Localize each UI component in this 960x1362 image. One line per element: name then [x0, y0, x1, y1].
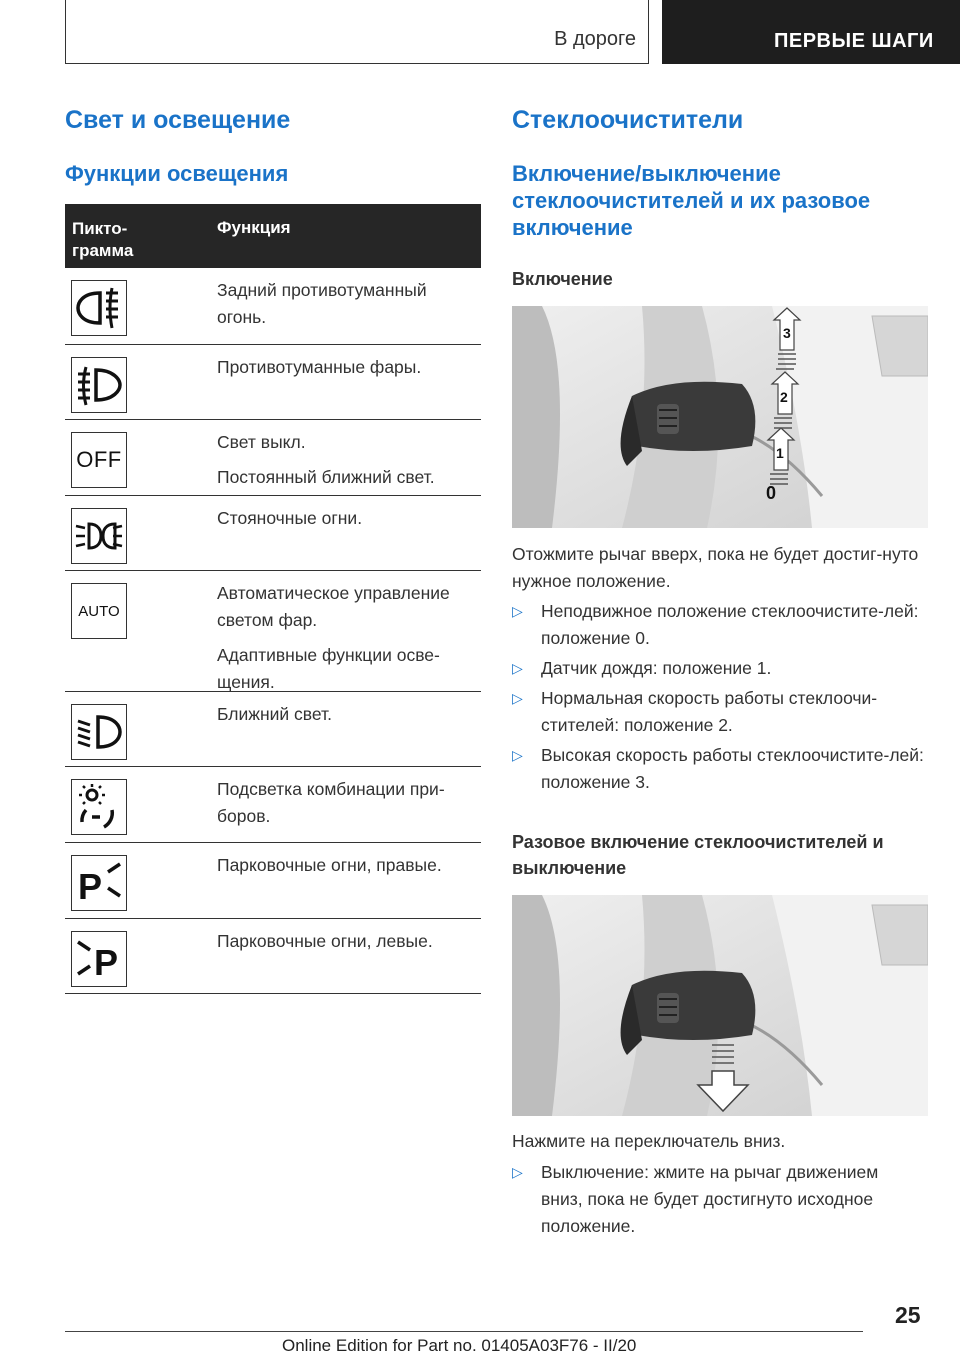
position-label-2: 2	[780, 389, 788, 405]
bullet-triangle-icon: ▷	[512, 603, 523, 619]
row-desc-line: Противотуманные фары.	[217, 357, 422, 377]
edition-note: Online Edition for Part no. 01405A03F76 - II/20	[282, 1336, 637, 1355]
auto-icon	[71, 583, 127, 639]
rear-fog-light-icon	[71, 280, 127, 336]
header-function: Функция	[217, 218, 291, 237]
row-desc-line: Стояночные огни.	[217, 508, 363, 528]
wiper-lever-down-illustration	[512, 895, 928, 1116]
bullet-text: Выключение: жмите на рычаг движением вниз, пока не будет достигнуто исходное положение.	[541, 1162, 879, 1236]
auto-icon-text: AUTO	[78, 602, 120, 620]
press-switch-down-paragraph: Нажмите на переключатель вниз.	[512, 1131, 786, 1151]
row-desc-line: Подсветка комбинации при-боров.	[217, 779, 445, 826]
low-beam-icon	[71, 704, 127, 760]
table-row	[65, 571, 481, 692]
lighting-table	[65, 204, 481, 994]
page-number: 25	[895, 1302, 921, 1328]
parking-light-left-icon	[71, 931, 127, 987]
position-label-1: 1	[776, 445, 784, 461]
row-desc-line: Ближний свет.	[217, 704, 332, 724]
bullet-text: Неподвижное положение стеклоочистите-лей: положение 0.	[541, 601, 919, 648]
off-icon	[71, 432, 127, 488]
parking-lights-icon	[71, 508, 127, 564]
bullet-text: Нормальная скорость работы стеклоочи-стителей: положение 2.	[541, 688, 878, 735]
row-desc-line: Задний противотуманный огонь.	[217, 280, 427, 327]
table-row	[65, 692, 481, 767]
push-lever-up-paragraph: Отожмите рычаг вверх, пока не будет достиг-нуто нужное положение.	[512, 544, 919, 591]
table-row	[65, 843, 481, 919]
section-single-wipe: Разовое включение стеклоочистителей и выключение	[512, 832, 884, 878]
header-chapter-tab	[662, 0, 960, 64]
parking-right-letter: P	[78, 866, 103, 907]
row-desc-line: Адаптивные функции осве-щения.	[217, 645, 440, 692]
bullet-triangle-icon: ▷	[512, 1164, 523, 1180]
list-item	[512, 742, 932, 796]
list-item	[512, 598, 932, 652]
row-desc-line: Автоматическое управление светом фар.	[217, 583, 450, 630]
bullet-triangle-icon: ▷	[512, 660, 523, 676]
row-desc-line: Постоянный ближний свет.	[217, 467, 435, 487]
bullet-text: Датчик дождя: положение 1.	[541, 658, 772, 678]
bullet-triangle-icon: ▷	[512, 690, 523, 706]
position-label-0: 0	[766, 483, 777, 503]
list-item	[512, 685, 932, 739]
section-switch-on: Включение	[512, 269, 613, 289]
list-item	[512, 1159, 932, 1240]
wiper-lever-up-illustration	[512, 306, 928, 528]
header-frame	[65, 0, 649, 64]
header-section: В дороге	[554, 28, 636, 50]
bullet-triangle-icon: ▷	[512, 747, 523, 763]
list-item	[512, 655, 932, 682]
bullet-text: Высокая скорость работы стеклоочистите-лей: положение 3.	[541, 745, 924, 792]
off-icon-text: OFF	[76, 447, 122, 472]
wipers-subtitle: Включение/выключение стеклоочистителей и их разовое включение	[512, 161, 871, 240]
row-desc-line: Свет выкл.	[217, 432, 306, 452]
table-header	[65, 204, 481, 268]
parking-light-right-icon	[71, 855, 127, 911]
parking-left-letter: P	[94, 942, 119, 983]
table-row	[65, 420, 481, 496]
table-row	[65, 345, 481, 420]
row-desc-line: Парковочные огни, левые.	[217, 931, 433, 951]
header-pictogram: Пикто- грамма	[72, 219, 134, 260]
header-chapter-label: ПЕРВЫЕ ШАГИ	[774, 30, 934, 52]
front-fog-light-icon	[71, 357, 127, 413]
lighting-functions-subtitle: Функции освещения	[65, 161, 289, 186]
table-row	[65, 496, 481, 571]
row-desc-line: Парковочные огни, правые.	[217, 855, 442, 875]
wipers-title: Стеклоочистители	[512, 106, 744, 134]
table-row	[65, 268, 481, 345]
position-label-3: 3	[783, 325, 791, 341]
lighting-title: Свет и освещение	[65, 106, 291, 134]
footer-divider	[65, 1331, 863, 1332]
instrument-lighting-icon	[71, 779, 127, 835]
table-row	[65, 919, 481, 994]
table-row	[65, 767, 481, 843]
